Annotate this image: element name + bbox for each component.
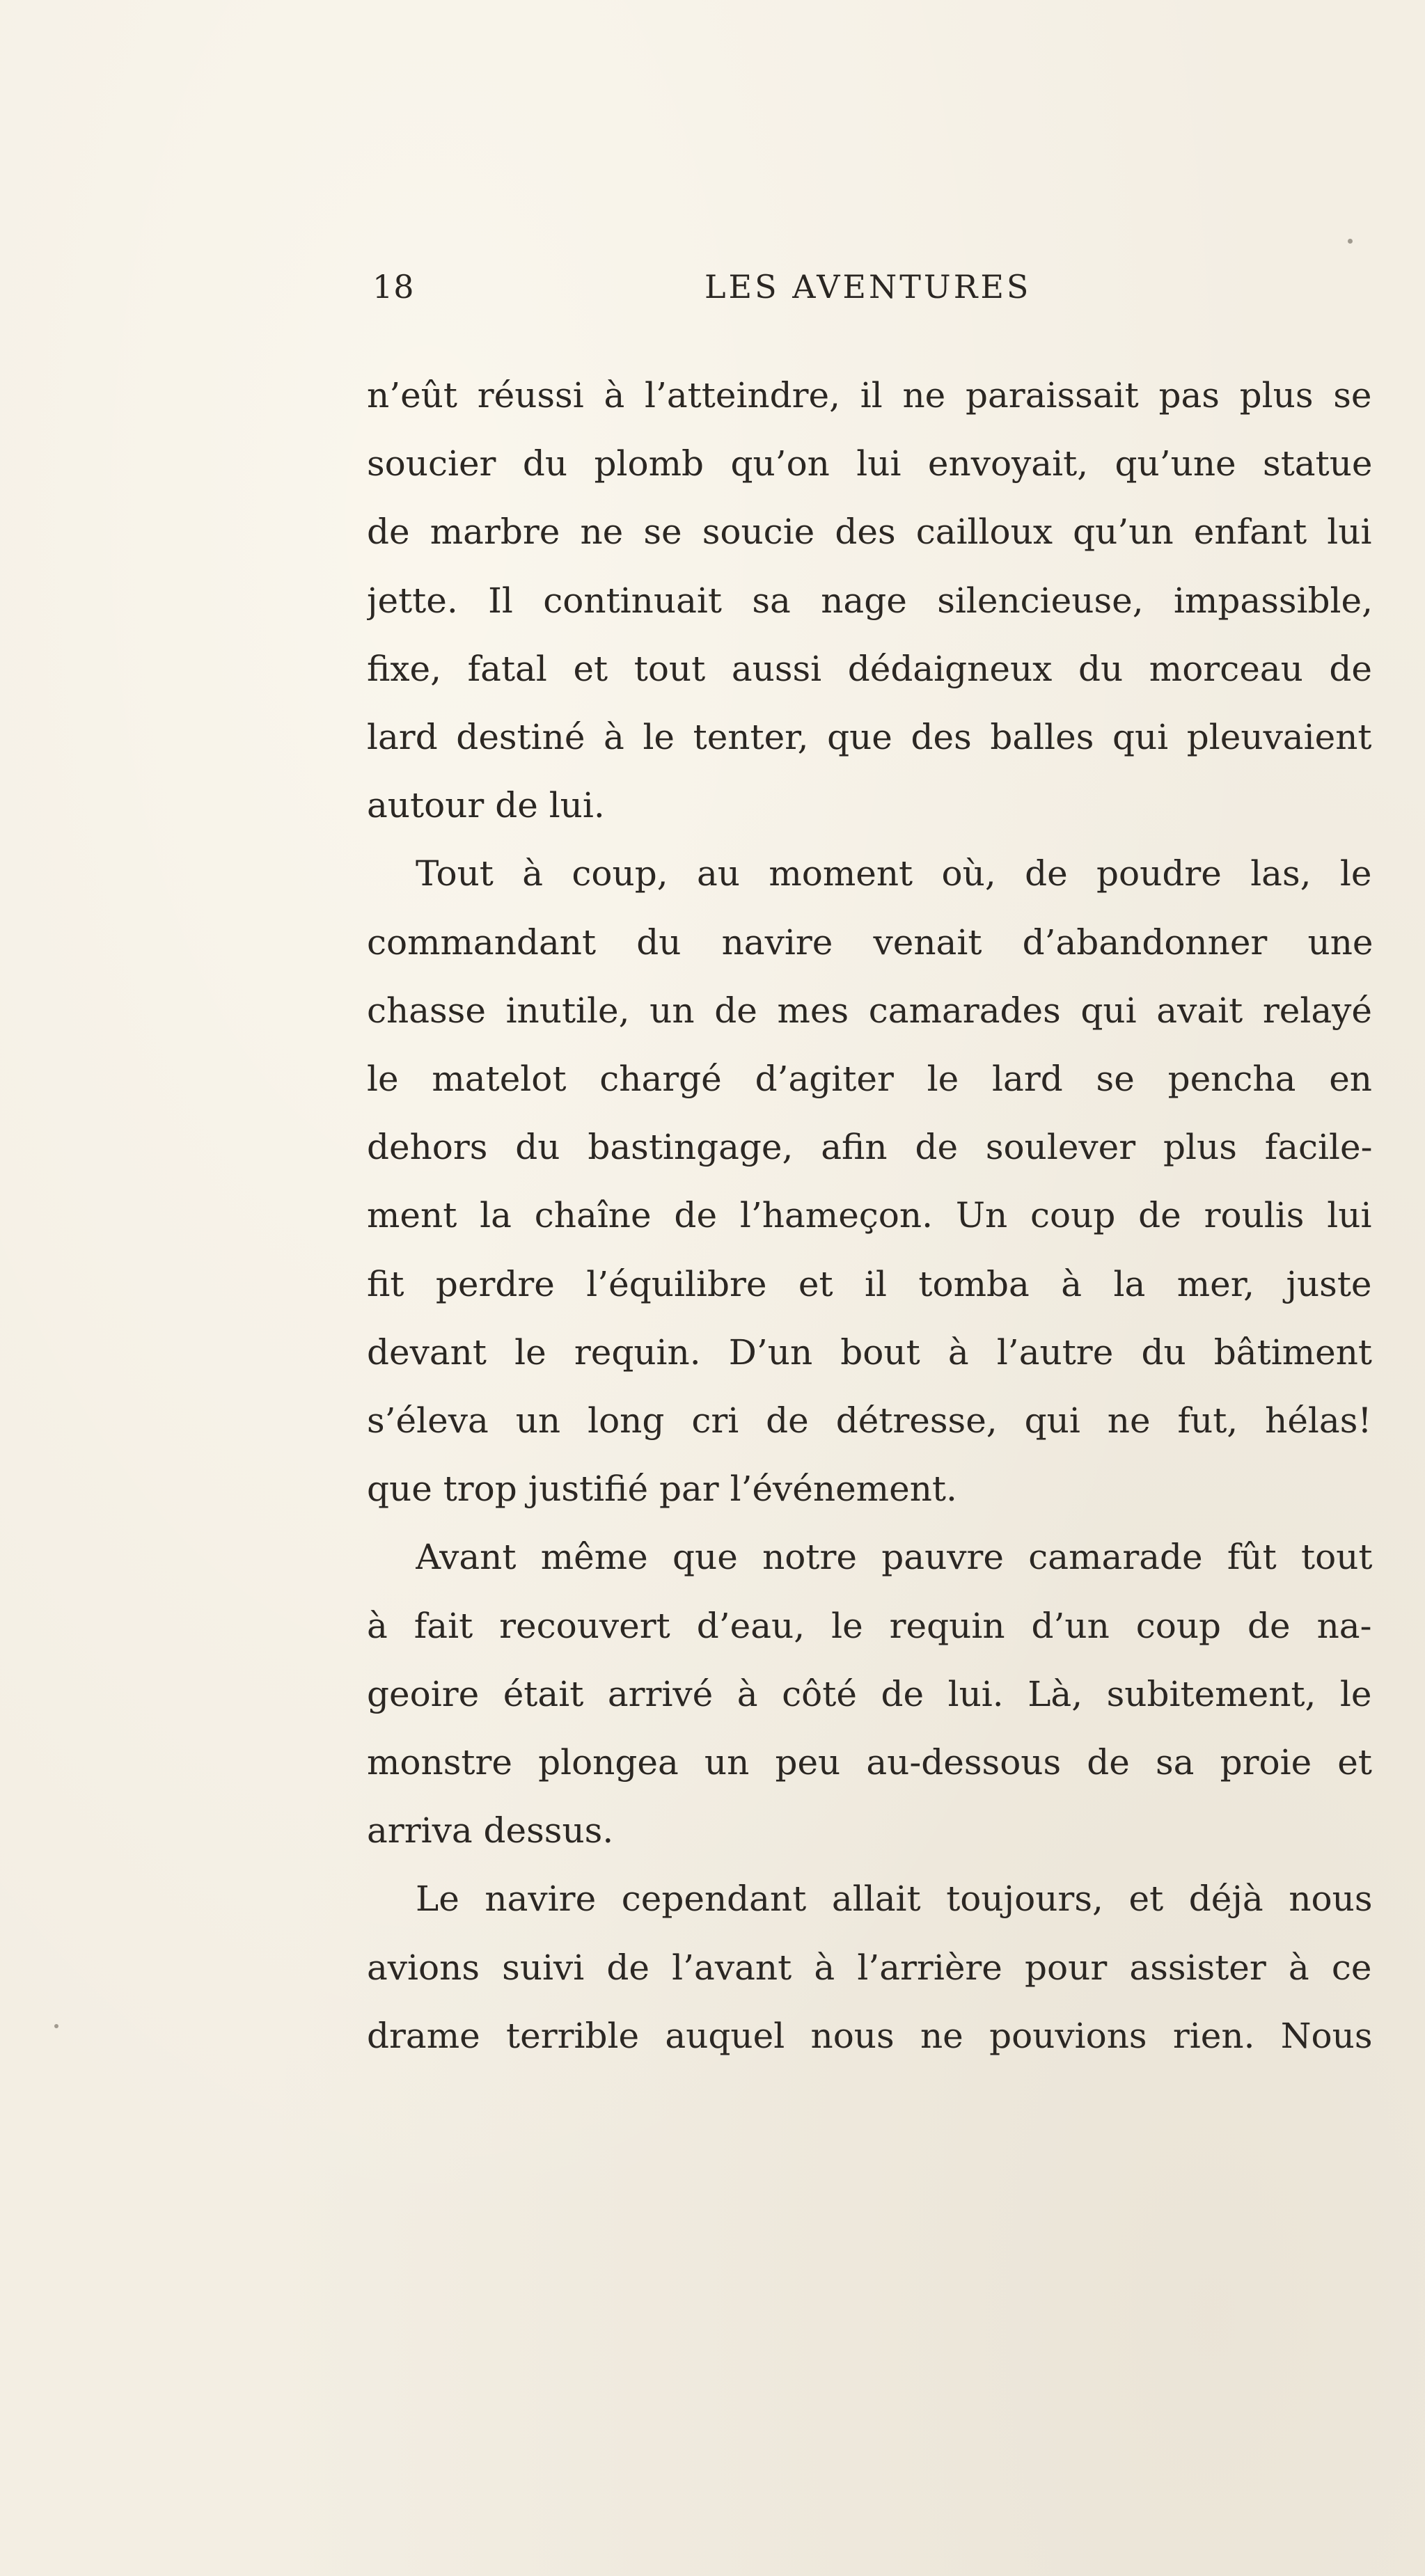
text-line: fit perdre l’équilibre et il tomba à la mer, juste	[367, 1264, 1372, 1304]
text-line: s’éleva un long cri de détresse, qui ne fut, hélas!	[367, 1400, 1372, 1441]
running-head	[0, 268, 1425, 310]
text-line: devant le requin. D’un bout à l’autre du bâtiment	[367, 1332, 1372, 1373]
text-line: Avant même que notre pauvre camarade fût tout	[416, 1537, 1373, 1577]
text-line: que trop justifié par l’événement.	[367, 1469, 957, 1509]
text-line: avions suivi de l’avant à l’arrière pour assister à ce	[367, 1947, 1372, 1988]
paper-speck	[1348, 239, 1353, 244]
text-line: Tout à coup, au moment où, de poudre las, le	[416, 853, 1372, 894]
text-line: autour de lui.	[367, 785, 605, 825]
text-line: de marbre ne se soucie des cailloux qu’un enfant lui	[367, 512, 1372, 552]
text-line: chasse inutile, un de mes camarades qui avait relayé	[367, 990, 1372, 1031]
text-line: geoire était arrivé à côté de lui. Là, subitement, le	[367, 1674, 1372, 1714]
text-line: arriva dessus.	[367, 1810, 614, 1851]
text-line: Le navire cependant allait toujours, et déjà nous	[416, 1879, 1373, 1919]
text-line: dehors du bastingage, afin de soulever plus facile-	[367, 1127, 1373, 1167]
paper-speck	[869, 1072, 872, 1075]
text-line: commandant du navire venait d’abandonner une	[367, 922, 1373, 963]
text-line: drame terrible auquel nous ne pouvions rien. Nous	[367, 2016, 1373, 2056]
running-title: LES AVENTURES	[704, 268, 1032, 306]
text-line: fixe, fatal et tout aussi dédaigneux du morceau de	[367, 649, 1372, 689]
text-line: le matelot chargé d’agiter le lard se pencha en	[367, 1059, 1372, 1099]
text-line: jette. Il continuait sa nage silencieuse, impassible,	[367, 580, 1373, 621]
text-line: n’eût réussi à l’atteindre, il ne paraissait pas plus se	[367, 375, 1372, 416]
text-line: ment la chaîne de l’hameçon. Un coup de roulis lui	[367, 1195, 1372, 1235]
text-line: soucier du plomb qu’on lui envoyait, qu’une statue	[367, 443, 1373, 484]
paper-speck	[54, 2024, 58, 2028]
text-line: à fait recouvert d’eau, le requin d’un coup de na-	[367, 1606, 1372, 1646]
page-number: 18	[372, 268, 415, 306]
text-line: lard destiné à le tenter, que des balles qui pleuvaient	[367, 717, 1372, 757]
text-line: monstre plongea un peu au-dessous de sa proie et	[367, 1742, 1372, 1783]
